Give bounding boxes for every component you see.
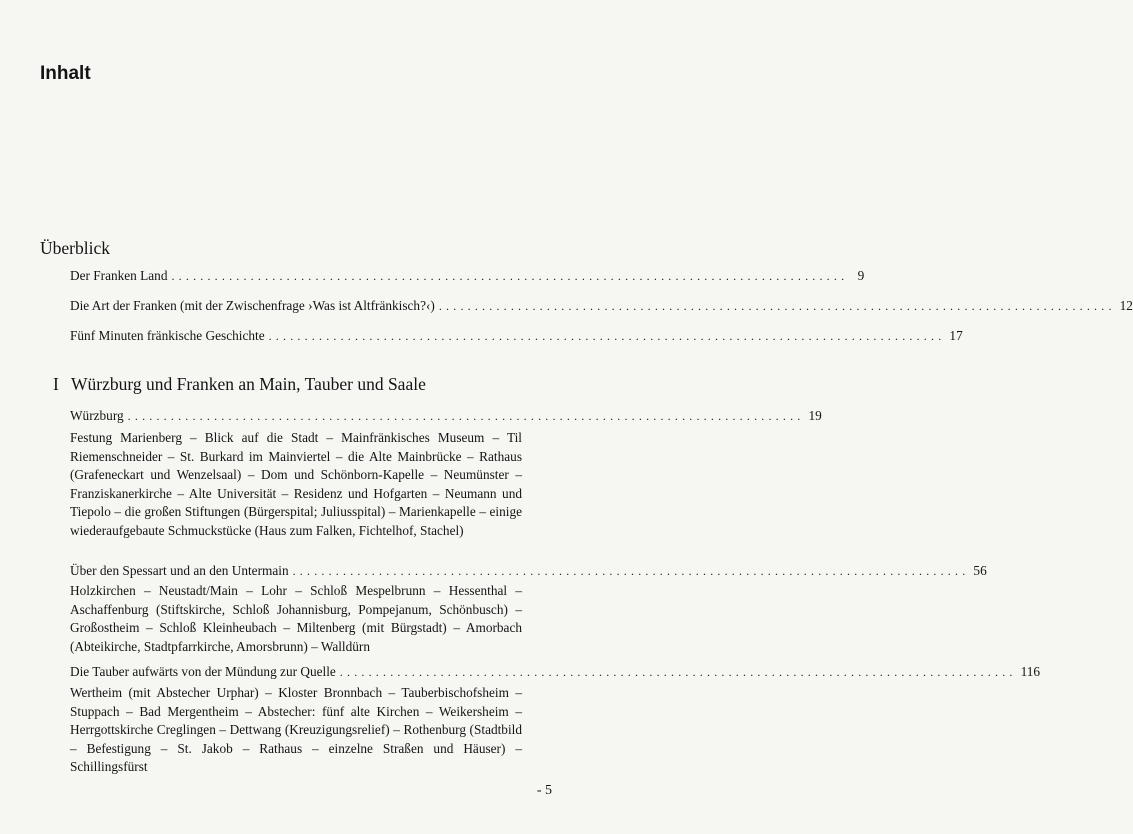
toc-entry-label: Die Art der Franken (mit der Zwischenfrage ›Was ist Altfränkisch?‹) [70, 298, 435, 313]
toc-entry-label: Der Franken Land [70, 268, 168, 283]
section-title: Würzburg und Franken an Main, Tauber und Saale [71, 374, 426, 394]
toc-page-number: 17 [949, 328, 963, 343]
toc-entry-franken-land[interactable] [70, 268, 865, 284]
toc-page-number: 19 [808, 408, 822, 423]
toc-entry-description: Holzkirchen – Neustadt/Main – Lohr – Schloß Mespelbrunn – Hessenthal – Aschaffenburg (Stiftskirche, Schloß Johannisburg, Pompejanum, Schönbusch) – Großostheim – Schloß Kleinheubach – Miltenberg (mit Bürgstadt) – Amorbach (Abteikirche, Stadtpfarrkirche, Amorsbrunn) – Walldürn [70, 583, 522, 654]
toc-entry-tauber[interactable] [70, 664, 1041, 680]
toc-entry-description: Wertheim (mit Abstecher Urphar) – Kloster Bronnbach – Tauberbischofsheim – Stuppach – Bad Mergentheim – Abstecher: fünf alte Kirchen – Weikersheim – Herrgottskirche Creglingen – Dettwang (Kreuzigungsrelief) – Rothenburg (Stadtbild – Befestigung – St. Jakob – Rathaus – einzelne Straßen und Häuser) – Schillingsfürst [70, 685, 522, 774]
toc-entry-wuerzburg[interactable] [70, 408, 822, 424]
dot-leader: .............................................................................................. [339, 665, 1017, 679]
dot-leader: .............................................................................................. [268, 329, 946, 343]
toc-page-number: 56 [973, 563, 987, 578]
toc-entry-label: Über den Spessart und an den Untermain [70, 563, 289, 578]
toc-page-number: 12 [1119, 298, 1133, 313]
toc-entry-label: Die Tauber aufwärts von der Mündung zur Quelle [70, 664, 336, 679]
toc-page-number: 116 [1020, 664, 1041, 679]
section-heading-wuerzburg-franken [53, 374, 426, 395]
toc-entry-art-der-franken[interactable] [70, 298, 1133, 314]
page-title: Inhalt [40, 63, 91, 84]
dot-leader: .............................................................................................. [438, 299, 1116, 313]
toc-entry-spessart[interactable] [70, 563, 987, 579]
section-number: I [53, 374, 59, 394]
dot-leader: .............................................................................................. [171, 269, 849, 283]
section-heading-ueberblick: Überblick [40, 238, 110, 258]
dot-leader: .............................................................................................. [127, 409, 805, 423]
toc-entry-label: Fünf Minuten fränkische Geschichte [70, 328, 265, 343]
dot-leader: .............................................................................................. [292, 564, 970, 578]
toc-entry-description: Festung Marienberg – Blick auf die Stadt – Mainfränkisches Museum – Til Riemenschneider – St. Burkard im Mainviertel – die Alte Mainbrücke – Rathaus (Grafeneckart und Wenzelsaal) – Dom und Schönborn-Kapelle – Neumünster – Franziskanerkirche – Alte Universität – Residenz und Hofgarten – Neumann und Tiepolo – die großen Stiftungen (Bürgerspital; Juliusspital) – Marienkapelle – einige wiederaufgebaute Schmuckstücke (Haus zum Falken, Fichtelhof, Stachel) [70, 430, 522, 538]
toc-entry-geschichte[interactable] [70, 328, 963, 344]
toc-page-number: 9 [857, 268, 865, 283]
toc-entry-label: Würzburg [70, 408, 124, 423]
page-number: - 5 [536, 783, 552, 798]
